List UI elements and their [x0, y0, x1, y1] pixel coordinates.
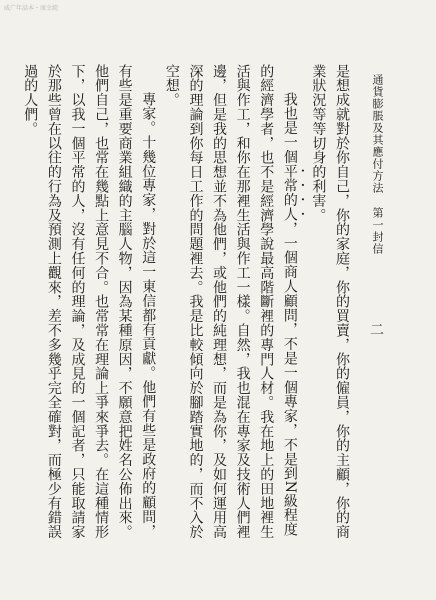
page-number: 二	[368, 322, 384, 336]
paragraph-2-rest: ，一個商人顧問，不是一個專家，不是到N級程度的經濟學者，也不是經濟學說最高階斷裡的專門人材。我在地上的田地裡生活與作工，和你在那裡生活與作工一樣。自然，我也混在專家及技術人們裡邊，但是我的思想並不為他們，或他們的純理想，而是為你，及如何運用高深的理論到你每日工作的問題裡去。我是比較傾向於腳踏實地的，而不入於空想。	[163, 64, 298, 540]
emphasized-phrase: 平常的人	[281, 164, 298, 222]
body-text	[22, 64, 353, 544]
paragraph-2	[159, 64, 306, 544]
paragraph-1: 是想成就對於你自己，你的家庭，你的買賣，你的僱員，你的主顧，你的商業狀況等等切身的利害。	[310, 64, 350, 540]
paragraph-2-start: 我也是一個	[281, 92, 298, 164]
watermark: 威广年話本・康幸純	[4, 5, 59, 12]
running-header	[370, 74, 384, 255]
chapter-label: 第一封信	[371, 206, 384, 255]
book-title: 通貨膨脹及其應付方法	[371, 74, 384, 194]
paragraph-3: 專家。十幾位專家，對於這一東信都有貢獻。他們有些是政府的顧問，有些是重要商業組織的主腦人物，因為某種原因，不願意把姓名公佈出來。他們自己，也常在幾點上意見不合。也常常在理論上爭來爭去。在這種情形下，以我一個平常的人，沒有任何的理論，及成見的一個記者，只能取請家於那些曾在以往的行為及預測上觀來，差不多幾乎完全確對，而極少有錯誤過的人們。	[22, 64, 157, 540]
